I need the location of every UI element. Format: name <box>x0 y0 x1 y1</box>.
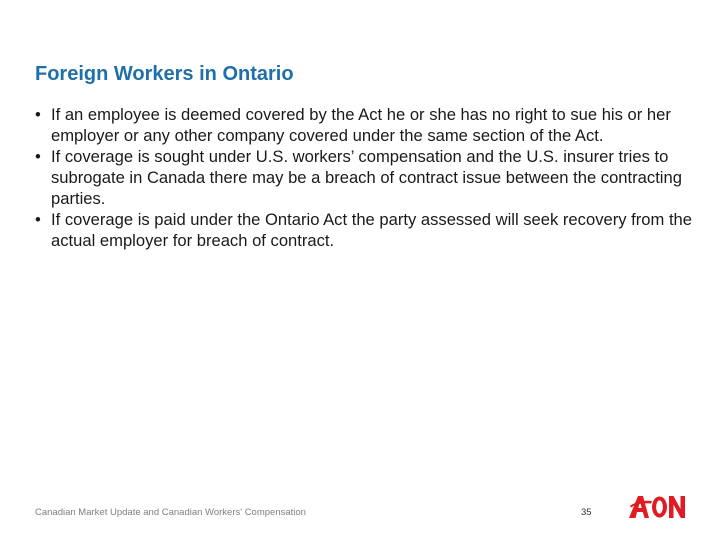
bullet-text: If coverage is sought under U.S. workers’ compensation and the U.S. insurer tries to subrogate in Canada there may be a breach of contract issue between the contracting parties. <box>51 147 682 208</box>
bullet-icon: • <box>35 105 41 124</box>
aon-logo-n-shape <box>669 496 685 518</box>
bullet-icon: • <box>35 147 41 166</box>
slide-title: Foreign Workers in Ontario <box>35 63 294 85</box>
bullet-text: If coverage is paid under the Ontario Act the party assessed will seek recovery from the actual employer for breach of contract. <box>51 210 693 250</box>
bullet-list <box>35 104 695 251</box>
aon-logo-o-inner <box>656 500 663 513</box>
bullet-item <box>35 104 695 146</box>
bullet-text: If an employee is deemed covered by the Act he or she has no right to sue his or her employer or any other company covered under the same section of the Act. <box>51 105 671 145</box>
page-number: 35 <box>581 507 592 518</box>
bullet-icon: • <box>35 210 41 229</box>
bullet-item <box>35 146 695 209</box>
aon-logo-a-shape <box>629 496 649 518</box>
aon-logo-icon <box>629 494 687 518</box>
bullet-item <box>35 209 695 251</box>
footer-text: Canadian Market Update and Canadian Workers' Compensation <box>35 507 306 518</box>
